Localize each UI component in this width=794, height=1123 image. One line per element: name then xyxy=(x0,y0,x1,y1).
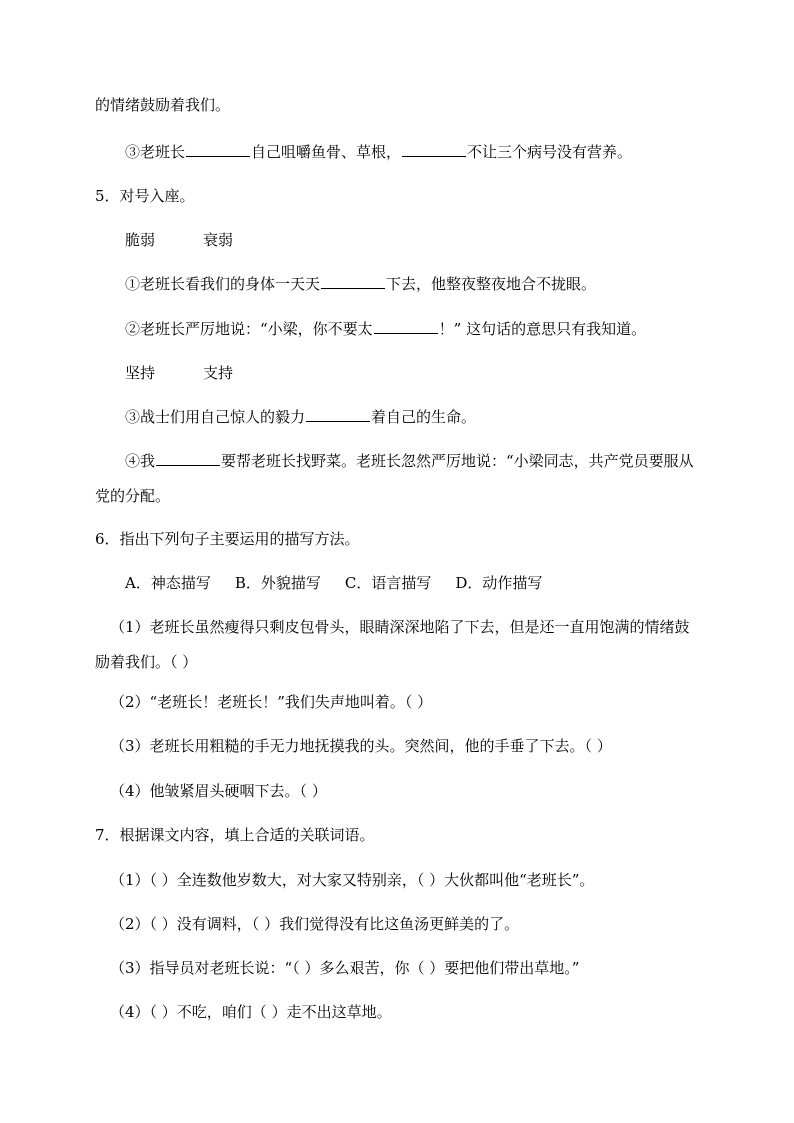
sub-question: （4）（ ）不吃，咱们（ ）走不出这草地。 xyxy=(110,1003,392,1021)
option-list xyxy=(125,572,542,594)
text-line: 的情绪鼓励着我们。 xyxy=(95,96,231,114)
sentence-part: 自己咀嚼鱼骨、草根， xyxy=(251,143,402,161)
word-option: 支持 xyxy=(203,364,234,382)
word-option: 脆弱 xyxy=(125,231,156,249)
fill-sentence xyxy=(125,273,596,295)
answer-blank[interactable] xyxy=(374,319,438,334)
question-heading: 7．根据课文内容，填上合适的关联词语。 xyxy=(95,826,375,844)
word-option: 坚持 xyxy=(125,364,156,382)
word-choices xyxy=(125,362,233,384)
option-c: C．语言描写 xyxy=(344,574,432,592)
sentence-part: 下去，他整夜整夜地合不拢眼。 xyxy=(386,275,597,293)
sentence-part: ④我 xyxy=(125,452,156,470)
sub-question: （3）老班长用粗糙的手无力地抚摸我的头。突然间，他的手垂了下去。（ ） xyxy=(110,737,612,755)
sentence-part: ③老班长 xyxy=(125,143,186,161)
option-a: A．神态描写 xyxy=(125,574,211,592)
answer-blank[interactable] xyxy=(156,451,220,466)
sentence-part: ①老班长看我们的身体一天天 xyxy=(125,275,321,293)
fill-sentence xyxy=(125,406,476,428)
sub-question: （4）他皱紧眉头硬咽下去。（ ） xyxy=(110,782,327,800)
fill-sentence xyxy=(95,444,697,514)
question-heading: 6．指出下列句子主要运用的描写方法。 xyxy=(95,530,360,548)
question-heading: 5．对号入座。 xyxy=(95,187,195,205)
sub-question: （3）指导员对老班长说：“（ ）多么艰苦，你（ ）要把他们带出草地。” xyxy=(110,959,580,977)
answer-blank[interactable] xyxy=(321,274,385,289)
fill-sentence xyxy=(125,318,646,340)
sentence-part: ！” 这句话的意思只有我知道。 xyxy=(438,320,647,338)
sentence-part: 着自己的生命。 xyxy=(371,408,477,426)
option-d: D．动作描写 xyxy=(455,574,543,592)
sub-question: （1）老班长虽然瘦得只剩皮包骨头，眼睛深深地陷了下去，但是还一直用饱满的情绪鼓励着我们。（ ） xyxy=(95,618,690,671)
fill-sentence xyxy=(125,141,632,163)
sub-question: （2）（ ）没有调料，（ ）我们觉得没有比这鱼汤更鲜美的了。 xyxy=(110,915,520,933)
answer-blank[interactable] xyxy=(306,407,370,422)
answer-blank[interactable] xyxy=(186,142,250,157)
sentence-part: 不让三个病号没有营养。 xyxy=(467,143,633,161)
sentence-part: 要帮老班长找野菜。老班长忽然严厉地说：“小梁同志，共产党员要服从党的分配。 xyxy=(95,452,694,505)
sentence-part: ②老班长严厉地说：“小梁，你不要太 xyxy=(125,320,373,338)
word-option: 衰弱 xyxy=(203,231,234,249)
option-b: B．外貌描写 xyxy=(234,574,321,592)
answer-blank[interactable] xyxy=(402,142,466,157)
sentence-part: ③战士们用自己惊人的毅力 xyxy=(125,408,306,426)
word-choices xyxy=(125,229,233,251)
sub-question: （1）（ ）全连数他岁数大，对大家又特别亲，（ ）大伙都叫他“老班长”。 xyxy=(110,871,595,889)
sub-question: （2）“老班长！老班长！”我们失声地叫着。（ ） xyxy=(110,693,433,711)
